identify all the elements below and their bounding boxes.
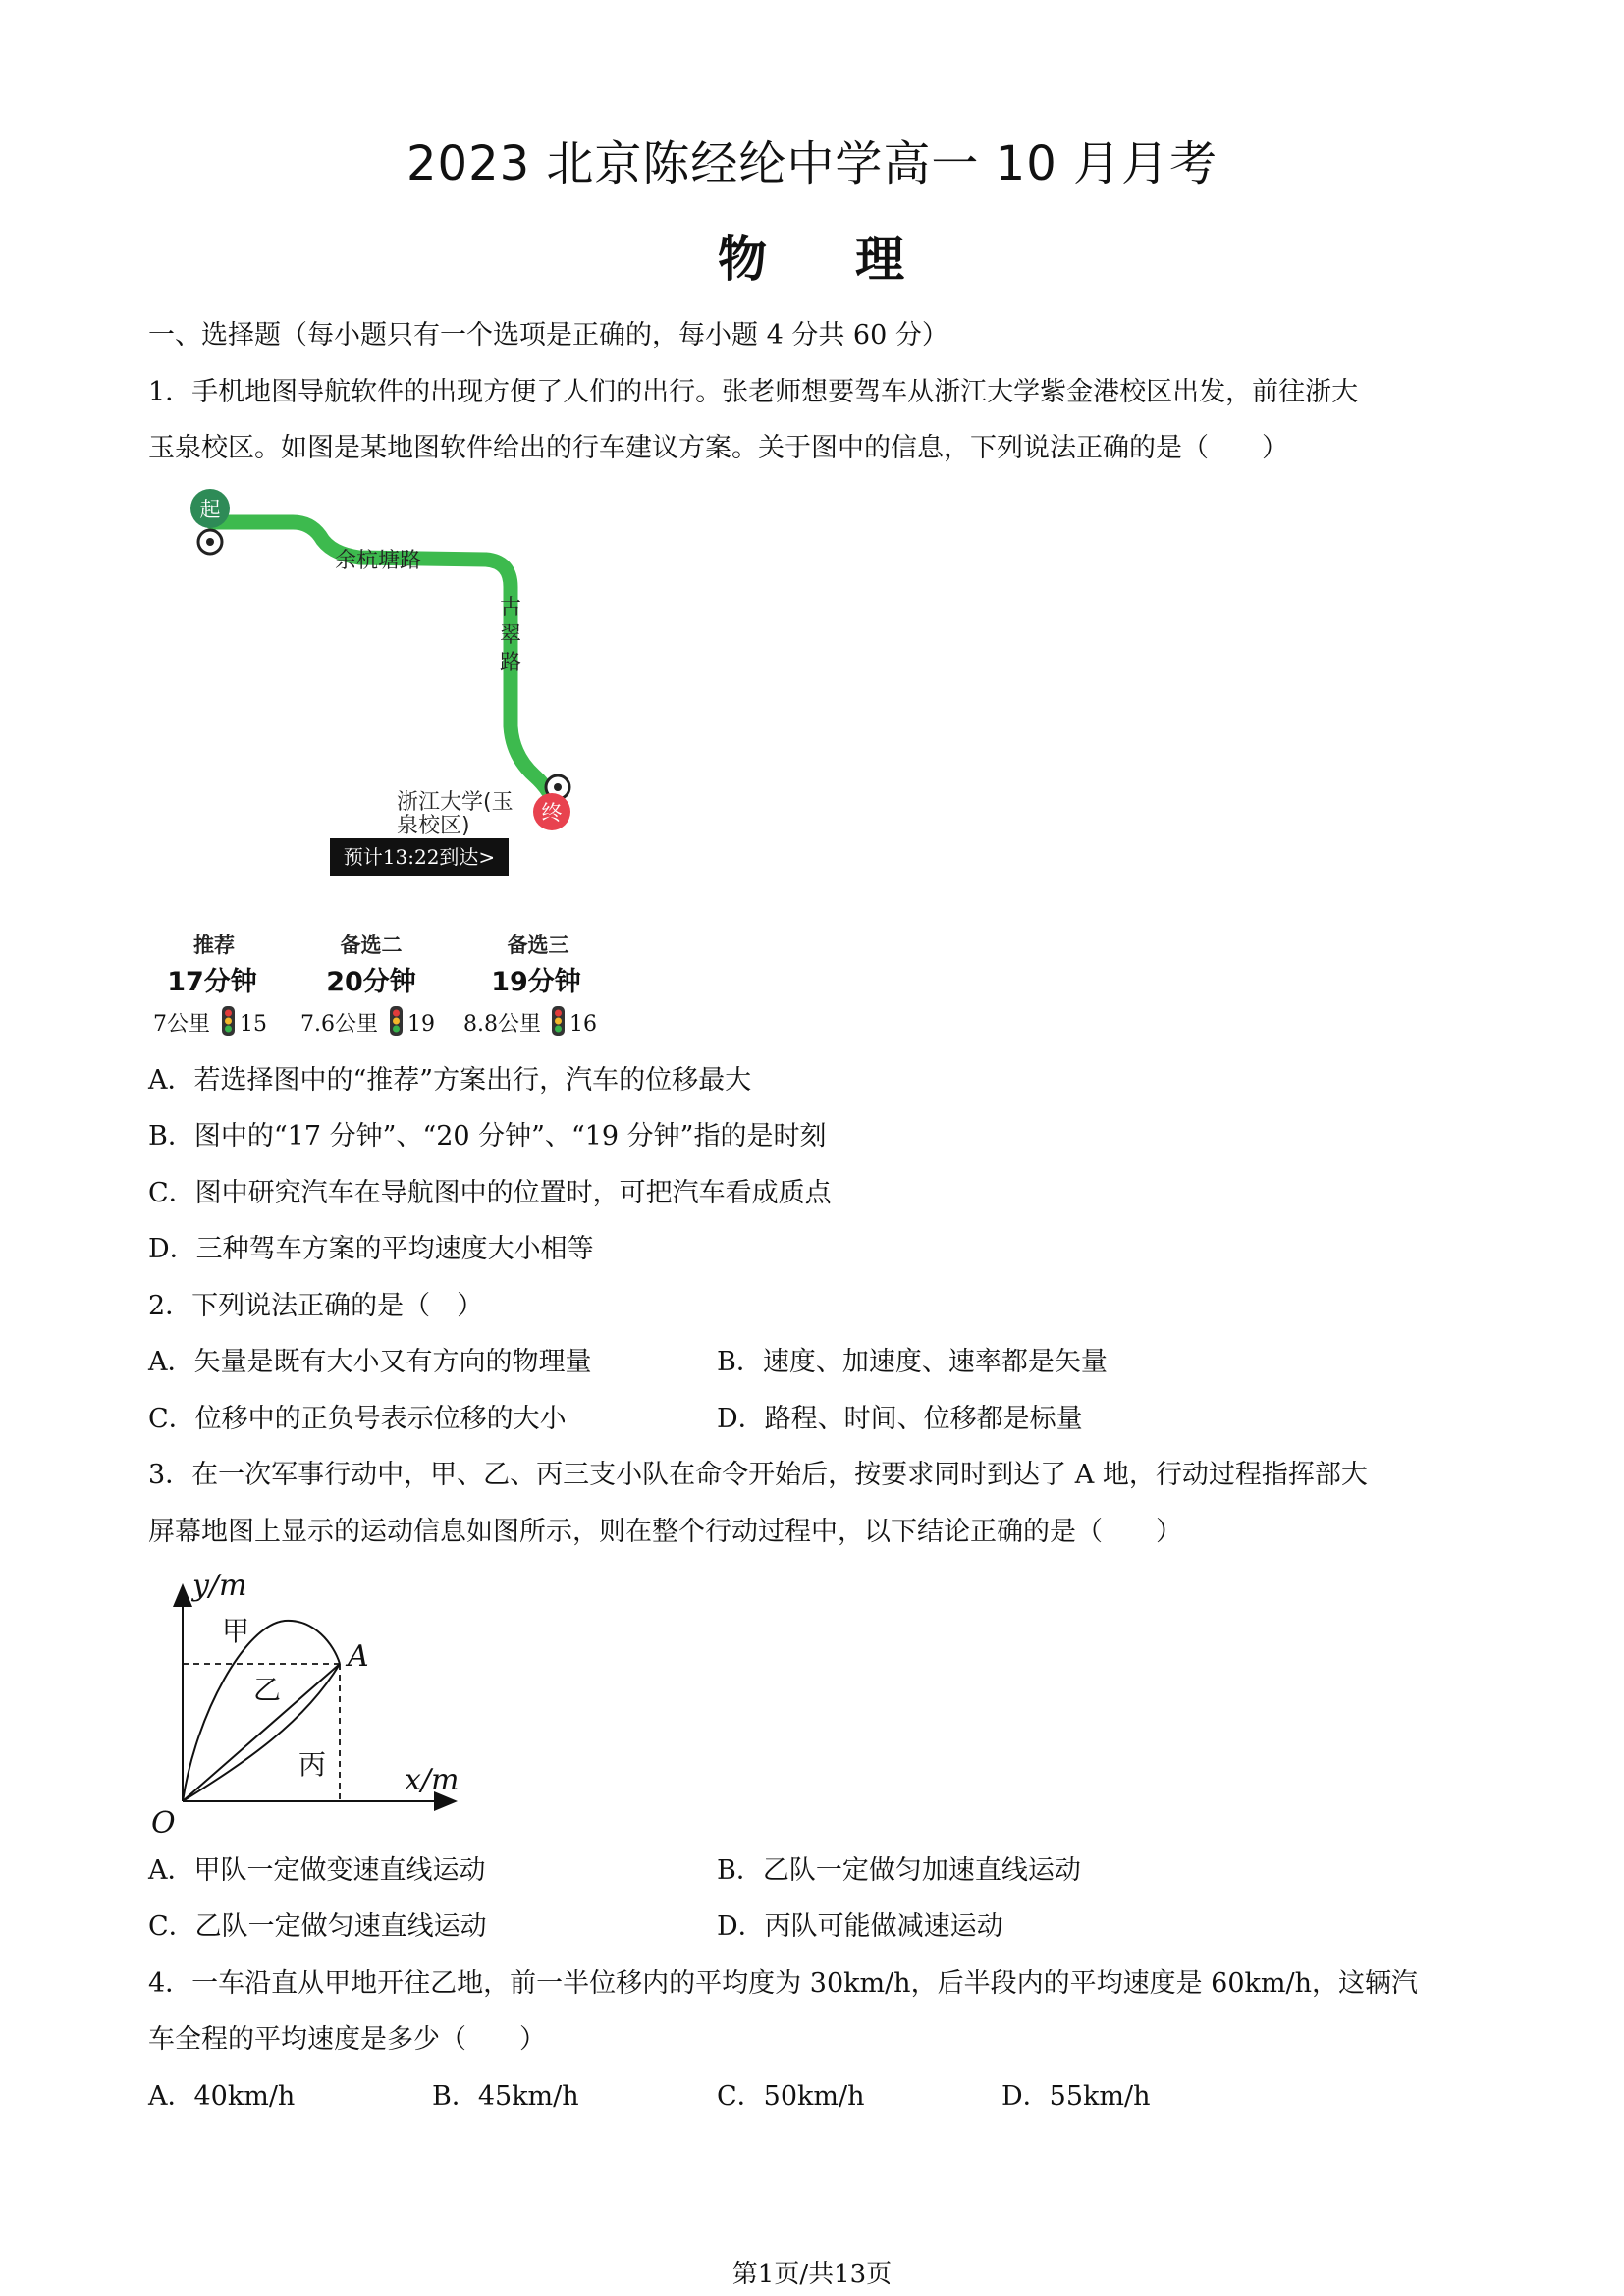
route-option-distance: 8.8公里 [463,1012,541,1037]
q4-stem-line2: 车全程的平均速度是多少（ ） [148,2024,546,2055]
route-option-recommended [153,934,267,1037]
traffic-light-count: 19 [407,1012,435,1037]
q4-option-a: A．40km/h [148,2081,296,2111]
q1-stem-line1: 1．手机地图导航软件的出现方便了人们的出行。张老师想要驾车从浙江大学紫金港校区出发，前往浙大 [148,377,1359,407]
x-axis-label: x/m [405,1763,460,1797]
q2-option-b: B．速度、加速度、速率都是矢量 [717,1347,1108,1377]
q3-option-c: C．乙队一定做匀速直线运动 [148,1911,487,1942]
exam-title: 2023 北京陈经纶中学高一 10 月月考 [406,136,1218,191]
route-option-name: 推荐 [193,934,235,957]
start-marker [190,489,230,554]
jia-label: 甲 [222,1615,250,1647]
origin-label: O [151,1806,176,1841]
q2-option-a: A．矢量是既有大小又有方向的物理量 [148,1347,592,1377]
q1-stem-line2: 玉泉校区。如图是某地图软件给出的行车建议方案。关于图中的信息，下列说法正确的是（ ） [148,433,1288,463]
eta-text: 预计13:22到达> [343,845,496,869]
traffic-light-icon [390,1006,403,1036]
q3-stem-line1: 3．在一次军事行动中，甲、乙、丙三支小队在命令开始后，按要求同时到达了 A 地，行动过程指挥部大 [148,1460,1368,1490]
q2-stem: 2．下列说法正确的是（ ） [148,1291,484,1321]
route-option-time: 20分钟 [326,967,416,997]
traffic-light-icon [222,1006,235,1036]
q1-option-a: A．若选择图中的“推荐”方案出行，汽车的位移最大 [148,1065,752,1095]
section-heading: 一、选择题（每小题只有一个选项是正确的，每小题 4 分共 60 分） [148,320,948,350]
q4-stem-line1: 4．一车沿直从甲地开往乙地，前一半位移内的平均度为 30km/h，后半段内的平均速度是 60km/h，这辆汽 [148,1968,1418,1999]
route-option-name: 备选二 [340,934,403,957]
point-a-label: A [348,1639,369,1674]
q1-navigation-map [137,481,628,1050]
q2-option-d: D．路程、时间、位移都是标量 [717,1404,1083,1434]
page-number: 第1页/共13页 [731,2260,893,2289]
q3-option-d: D．丙队可能做减速运动 [717,1911,1003,1942]
route-option-alt3 [463,934,597,1037]
q2-option-c: C．位移中的正负号表示位移的大小 [148,1404,567,1434]
q3-motion-graph [137,1566,471,1841]
subject-char-1: 物 [718,231,769,288]
q1-option-b: B．图中的“17 分钟”、“20 分钟”、“19 分钟”指的是时刻 [148,1121,827,1151]
destination-label-line1: 浙江大学(玉 [397,790,514,815]
q3-stem-line2: 屏幕地图上显示的运动信息如图所示，则在整个行动过程中，以下结论正确的是（ ） [148,1517,1182,1547]
q4-option-d: D．55km/h [1001,2081,1151,2111]
yi-label: 乙 [253,1674,282,1706]
route-option-time: 17分钟 [167,967,257,997]
road-label-gucui-2: 翠 [499,623,522,648]
subject-char-2: 理 [855,231,906,288]
traffic-light-count: 16 [569,1012,597,1037]
route-option-alt2 [300,934,435,1037]
bing-label: 丙 [298,1748,327,1781]
route-option-time: 19分钟 [491,967,581,997]
route-option-distance: 7公里 [153,1012,210,1037]
route-option-distance: 7.6公里 [300,1012,378,1037]
route-option-name: 备选三 [507,934,569,957]
end-badge-text: 终 [541,801,563,825]
q1-option-c: C．图中研究汽车在导航图中的位置时，可把汽车看成质点 [148,1178,832,1208]
road-label-gucui-3: 路 [499,651,522,675]
y-axis-label: y/m [192,1569,247,1603]
q4-option-b: B．45km/h [432,2081,579,2111]
destination-label-line2: 泉校区) [397,814,470,838]
q3-option-a: A．甲队一定做变速直线运动 [148,1855,486,1886]
traffic-light-icon [552,1006,565,1036]
subject-title [0,220,1624,291]
start-badge-text: 起 [199,498,221,521]
q3-option-b: B．乙队一定做匀加速直线运动 [717,1855,1081,1886]
traffic-light-count: 15 [240,1012,267,1037]
q1-option-d: D．三种驾车方案的平均速度大小相等 [148,1234,594,1264]
road-label-gucui-1: 古 [499,596,522,620]
q4-option-c: C．50km/h [717,2081,865,2111]
road-label-yuhangtang: 余杭塘路 [334,549,422,573]
